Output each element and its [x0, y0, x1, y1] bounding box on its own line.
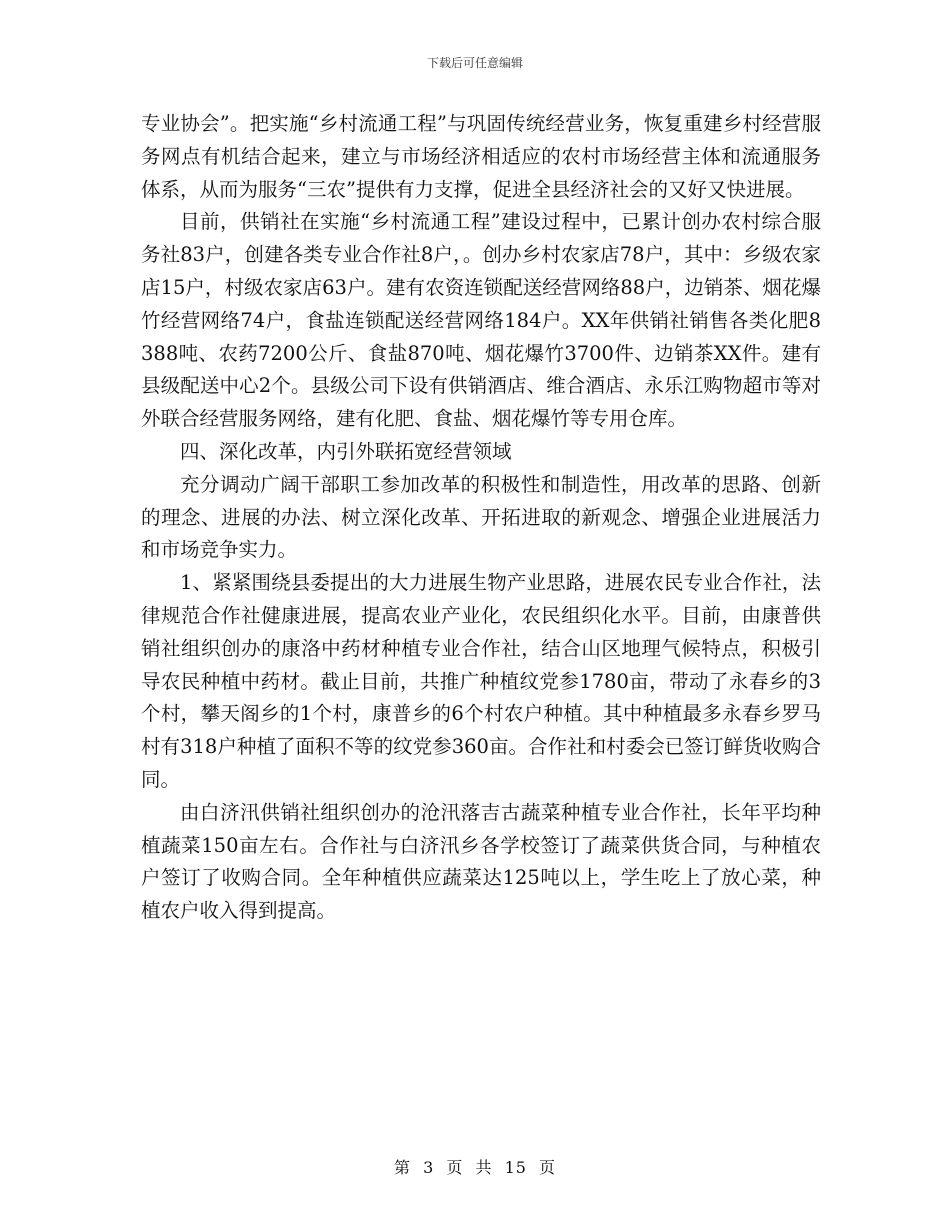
paragraph: 由白济汛供销社组织创办的沧汛落吉古蔬菜种植专业合作社，长年平均种植蔬菜150亩左右。合作社与白济汛乡各学校签订了蔬菜供货合同，与种植农户签订了收购合同。全年种植供应蔬菜达125吨以上，学生吃上了放心菜，种植农户收入得到提高。: [141, 800, 821, 923]
page-footer: [0, 1155, 950, 1178]
footer-label-unit: 页: [446, 1158, 464, 1177]
total-pages-number: 15: [504, 1158, 527, 1177]
section-heading: 四、深化改革，内引外联拓宽经营领域: [180, 439, 512, 463]
document-body: [141, 108, 821, 928]
footer-label-page: 第: [393, 1158, 411, 1177]
current-page-number: 3: [423, 1158, 435, 1177]
paragraph: 专业协会”。把实施“乡村流通工程”与巩固传统经营业务，恢复重建乡村经营服务网点有机结合起来，建立与市场经济相适应的农村市场经营主体和流通服务体系，从而为服务“三农”提供有力支撑，促进全县经济社会的又好又快进展。: [141, 112, 821, 201]
paragraph: 充分调动广阔干部职工参加改革的积极性和制造性，用改革的思路、创新的理念、进展的办法、树立深化改革、开拓进取的新观念、增强企业进展活力和市场竞争实力。: [141, 472, 821, 562]
paragraph: 1、紧紧围绕县委提出的大力进展生物产业思路，进展农民专业合作社，法律规范合作社健康进展，提高农业产业化，农民组织化水平。目前，由康普供销社组织创办的康洛中药材种植专业合作社，结合山区地理气候特点，积极引导农民种植中药材。截止目前，共推广种植纹党参1780亩，带动了永春乡的3个村，攀天阁乡的1个村，康普乡的6个村农户种植。其中种植最多永春乡罗马村有318户种植了面积不等的纹党参360亩。合作社和村委会已签订鲜货收购合同。: [141, 571, 821, 791]
footer-label-total: 共: [475, 1158, 493, 1177]
paragraph: 目前，供销社在实施“乡村流通工程”建设过程中，已累计创办农村综合服务社83户，创建各类专业合作社8户，。创办乡村农家店78户，其中：乡级农家店15户，村级农家店63户。建有农资连锁配送经营网络88户，边销茶、烟花爆竹经营网络74户，食盐连锁配送经营网络184户。XX年供销社销售各类化肥8388吨、农药7200公斤、食盐870吨、烟花爆竹3700件、边销茶XX件。建有县级配送中心2个。县级公司下设有供销酒店、维合酒店、永乐江购物超市等对外联合经营服务网络，建有化肥、食盐、烟花爆竹等专用仓库。: [141, 210, 821, 431]
page-header: 下载后可任意编辑: [426, 56, 523, 70]
footer-label-unit-2: 页: [539, 1158, 557, 1177]
